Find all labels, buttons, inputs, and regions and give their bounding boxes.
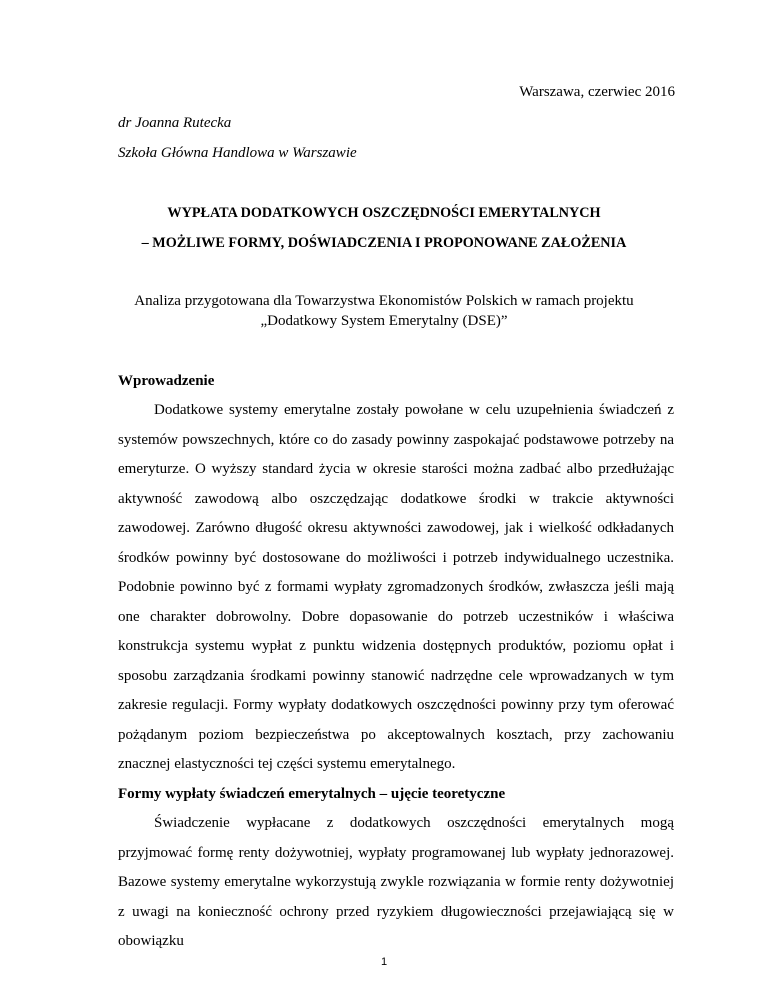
section-heading-introduction: Wprowadzenie <box>118 373 215 389</box>
subtitle-line-2: „Dodatkowy System Emerytalny (DSE)” <box>260 313 508 329</box>
author-affiliation: Szkoła Główna Handlowa w Warszawie <box>118 145 357 161</box>
date-line: Warszawa, czerwiec 2016 <box>519 84 675 100</box>
document-title-line-2: – MOŻLIWE FORMY, DOŚWIADCZENIA I PROPONOWANE ZAŁOŻENIA <box>141 235 627 251</box>
document-title-line-1: WYPŁATA DODATKOWYCH OSZCZĘDNOŚCI EMERYTALNYCH <box>167 205 601 221</box>
introduction-paragraph: Dodatkowe systemy emerytalne zostały powołane w celu uzupełnienia świadczeń z systemów powszechnych, które co do zasady powinny zaspokajać podstawowe potrzeby na emeryturze. O wyższy standard życia w okresie starości można zadbać albo przedłużając aktywność zawodową albo oszczędzając dodatkowe środki w trakcie aktywności zawodowej. Zarówno długość okresu aktywności zawodowej, jak i wielkość odkładanych środków powinny być dostosowane do możliwości i potrzeb indywidualnego uczestnika. Podobnie powinno być z formami wypłaty zgromadzonych środków, zwłaszcza jeśli mają one charakter dobrowolny. Dobre dopasowanie do potrzeb uczestników i właściwa konstrukcja systemu wypłat z punktu widzenia dostępnych produktów, poziomu opłat i sposobu zarządzania środkami powinny stanowić nadrzędne cele wprowadzanych w tym zakresie regulacji. Formy wypłaty dodatkowych oszczędności powinny przy tym oferować pożądanym poziom bezpieczeństwa po akceptowalnych kosztach, przy zachowaniu znacznej elastyczności tej części systemu emerytalnego. <box>118 402 674 772</box>
subtitle-line-1: Analiza przygotowana dla Towarzystwa Ekonomistów Polskich w ramach projektu <box>134 293 634 309</box>
page-number: 1 <box>380 956 388 968</box>
section-heading-payout-forms: Formy wypłaty świadczeń emerytalnych – ujęcie teoretyczne <box>118 786 506 802</box>
author-name: dr Joanna Rutecka <box>118 115 232 131</box>
payout-forms-paragraph: Świadczenie wypłacane z dodatkowych oszczędności emerytalnych mogą przyjmować formę renty dożywotniej, wypłaty programowanej lub wypłaty jednorazowej. Bazowe systemy emerytalne wykorzystują zwykle rozwiązania w formie renty dożywotniej z uwagi na konieczność ochrony przed ryzykiem długowieczności przejawiającą się w obowiązku <box>118 815 674 949</box>
